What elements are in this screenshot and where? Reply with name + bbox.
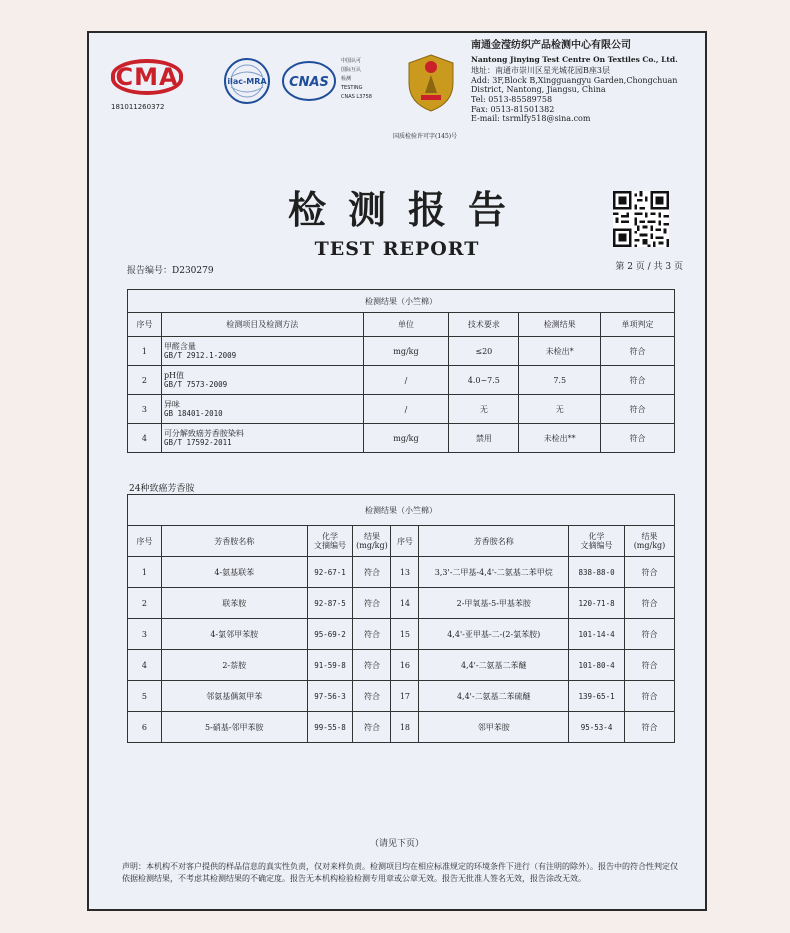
cnas-logo	[281, 59, 337, 103]
table-row	[128, 712, 675, 743]
header-cell: 检测结果	[519, 313, 601, 337]
qr-code-icon	[613, 191, 669, 247]
report-title-cn: 检测报告	[287, 187, 528, 232]
table-row	[128, 619, 675, 650]
ilac-mra-logo	[223, 57, 271, 105]
item-method: GB/T 2912.1-2009	[163, 351, 237, 360]
cas-number: 120-71-8	[569, 588, 625, 619]
cnas-side-line: TESTING	[341, 85, 363, 91]
result-cell: 无	[519, 395, 601, 424]
cas-number: 91-59-8	[307, 650, 353, 681]
results-table-1	[127, 289, 675, 453]
page-number: 第 2 页 / 共 3 页	[615, 262, 683, 272]
item-name: 可分解致癌芳香胺染料	[163, 429, 244, 438]
row-number: 15	[391, 619, 419, 650]
result-cell: 符合	[625, 557, 675, 588]
header-cell: 化学 文摘编号	[569, 526, 625, 557]
table-row	[128, 681, 675, 712]
table-row	[128, 588, 675, 619]
header-cell: 芳香胺名称	[419, 526, 569, 557]
row-number: 1	[128, 337, 162, 366]
item-name: pH值	[163, 371, 185, 380]
judgement-cell: 符合	[601, 424, 675, 453]
amine-name: 联苯胺	[161, 588, 307, 619]
header-cell: 技术要求	[449, 313, 519, 337]
result-cell: 未检出*	[519, 337, 601, 366]
header-cell: 芳香胺名称	[161, 526, 307, 557]
result-cell: 符合	[625, 619, 675, 650]
section-title: 24种致癌芳香胺	[129, 484, 195, 494]
row-number: 5	[128, 681, 162, 712]
amine-name: 3,3'-二甲基-4,4'-二氨基二苯甲烷	[419, 557, 569, 588]
emblem-caption: 国质检验许可字(145)号	[393, 133, 458, 140]
cas-number: 139-65-1	[569, 681, 625, 712]
company-address-en-2: District, Nantong, Jiangsu, China	[471, 85, 606, 95]
result-cell: 符合	[353, 619, 391, 650]
test-item	[161, 337, 363, 366]
report-title-en: TEST REPORT	[314, 238, 480, 260]
header-cell: 单位	[363, 313, 449, 337]
amine-name: 4,4'-二氨基二苯醚	[419, 650, 569, 681]
item-method: GB 18401-2010	[163, 409, 223, 418]
header-cell: 结果 (mg/kg)	[625, 526, 675, 557]
header-cell: 化学 文摘编号	[307, 526, 353, 557]
row-number: 6	[128, 712, 162, 743]
judgement-cell: 符合	[601, 366, 675, 395]
header-cell: 结果 (mg/kg)	[353, 526, 391, 557]
result-cell: 符合	[625, 712, 675, 743]
cma-number: 181011260372	[111, 103, 165, 111]
header-cell: 序号	[128, 313, 162, 337]
row-number: 18	[391, 712, 419, 743]
result-cell: 未检出**	[519, 424, 601, 453]
amine-name: 4,4'-亚甲基-二-(2-氯苯胺)	[419, 619, 569, 650]
header-cell: 单项判定	[601, 313, 675, 337]
item-method: GB/T 7573-2009	[163, 380, 228, 389]
company-email: E-mail: tsrmlfy518@sina.com	[471, 114, 591, 124]
result-cell: 符合	[353, 650, 391, 681]
item-name: 异味	[163, 400, 180, 409]
row-number: 2	[128, 366, 162, 395]
result-cell: 7.5	[519, 366, 601, 395]
judgement-cell: 符合	[601, 395, 675, 424]
company-fax: Fax: 0513-81501382	[471, 104, 555, 114]
company-tel: Tel: 0513-85589758	[471, 94, 553, 104]
row-number: 3	[128, 619, 162, 650]
result-cell: 符合	[625, 588, 675, 619]
row-number: 2	[128, 588, 162, 619]
cnas-side-line: 中国认可	[341, 58, 362, 64]
cas-number: 92-87-5	[307, 588, 353, 619]
table-row	[128, 650, 675, 681]
row-number: 1	[128, 557, 162, 588]
company-name-en: Nantong Jinying Test Centre On Textiles Co., Ltd.	[471, 54, 678, 64]
cnas-side-line: CNAS L3758	[341, 94, 372, 100]
header-cell: 序号	[128, 526, 162, 557]
amine-name: 4-氨基联苯	[161, 557, 307, 588]
table-row	[128, 395, 675, 424]
company-info	[471, 41, 703, 124]
ilac-text: ilac-MRA	[227, 77, 267, 86]
test-item	[161, 424, 363, 453]
table-caption: 检测结果（小竺棉）	[128, 495, 675, 526]
result-cell: 符合	[353, 681, 391, 712]
cas-number: 99-55-8	[307, 712, 353, 743]
amine-name: 2-甲氧基-5-甲基苯胺	[419, 588, 569, 619]
cas-number: 95-69-2	[307, 619, 353, 650]
result-cell: 符合	[353, 588, 391, 619]
table-row	[128, 424, 675, 453]
amine-name: 4,4'-二氨基二苯硫醚	[419, 681, 569, 712]
requirement-cell: 无	[449, 395, 519, 424]
amine-name: 5-硝基-邻甲苯胺	[161, 712, 307, 743]
requirement-cell: 禁用	[449, 424, 519, 453]
cnas-side-line: 国际互认	[341, 67, 362, 73]
cas-number: 101-14-4	[569, 619, 625, 650]
row-number: 3	[128, 395, 162, 424]
test-item	[161, 366, 363, 395]
table-row	[128, 337, 675, 366]
cas-number: 92-67-1	[307, 557, 353, 588]
continue-note: （请见下页）	[369, 839, 424, 849]
cas-number: 101-80-4	[569, 650, 625, 681]
cnas-side-text	[341, 57, 372, 102]
national-emblem-icon	[403, 53, 459, 113]
cnas-text: CNAS	[289, 75, 329, 90]
result-cell: 符合	[353, 712, 391, 743]
amine-name: 邻氨基偶氮甲苯	[161, 681, 307, 712]
requirement-cell: 4.0~7.5	[449, 366, 519, 395]
cma-logo	[111, 59, 187, 111]
requirement-cell: ≤20	[449, 337, 519, 366]
unit-cell: mg/kg	[363, 337, 449, 366]
unit-cell: mg/kg	[363, 424, 449, 453]
table-row	[128, 557, 675, 588]
result-cell: 符合	[625, 681, 675, 712]
row-number: 16	[391, 650, 419, 681]
company-address-en-1: Add: 3F,Block B,Xingguangyu Garden,Chongchuan	[471, 75, 678, 85]
certification-logos	[111, 53, 471, 143]
item-name: 甲醛含量	[163, 342, 196, 351]
result-cell: 符合	[353, 557, 391, 588]
row-number: 14	[391, 588, 419, 619]
row-number: 4	[128, 650, 162, 681]
row-number: 13	[391, 557, 419, 588]
row-number: 17	[391, 681, 419, 712]
test-item	[161, 395, 363, 424]
cas-number: 95-53-4	[569, 712, 625, 743]
result-cell: 符合	[625, 650, 675, 681]
amine-name: 邻甲苯胺	[419, 712, 569, 743]
results-table-2	[127, 494, 675, 743]
company-address-cn: 地址：南通市崇川区星光城花园B座3层	[471, 66, 610, 76]
report-sheet	[87, 31, 707, 911]
amine-name: 4-氯邻甲苯胺	[161, 619, 307, 650]
header-cell: 序号	[391, 526, 419, 557]
table-caption: 检测结果（小竺棉）	[128, 290, 675, 313]
cas-number: 838-88-0	[569, 557, 625, 588]
report-number: 报告编号：D230279	[127, 266, 214, 276]
company-name-cn: 南通金滢纺织产品检测中心有限公司	[471, 40, 631, 51]
cnas-side-line: 检测	[341, 76, 352, 82]
row-number: 4	[128, 424, 162, 453]
amine-name: 2-萘胺	[161, 650, 307, 681]
cma-mark: CMA	[111, 59, 183, 95]
cas-number: 97-56-3	[307, 681, 353, 712]
unit-cell: /	[363, 395, 449, 424]
item-method: GB/T 17592-2011	[163, 438, 232, 447]
disclaimer-statement: 声明：本机构不对客户提供的样品信息的真实性负责，仅对来样负责。检测项目均在相应标准规定的环境条件下进行（有注明的除外）。报告中的符合性判定仅依据检测结果，不考虑其检测结果的不确定度。报告无本机构检验检测专用章或公章无效。报告无批准人签名无效，报告涂改无效。	[122, 862, 678, 883]
unit-cell: /	[363, 366, 449, 395]
header-cell: 检测项目及检测方法	[161, 313, 363, 337]
table-row	[128, 366, 675, 395]
judgement-cell: 符合	[601, 337, 675, 366]
